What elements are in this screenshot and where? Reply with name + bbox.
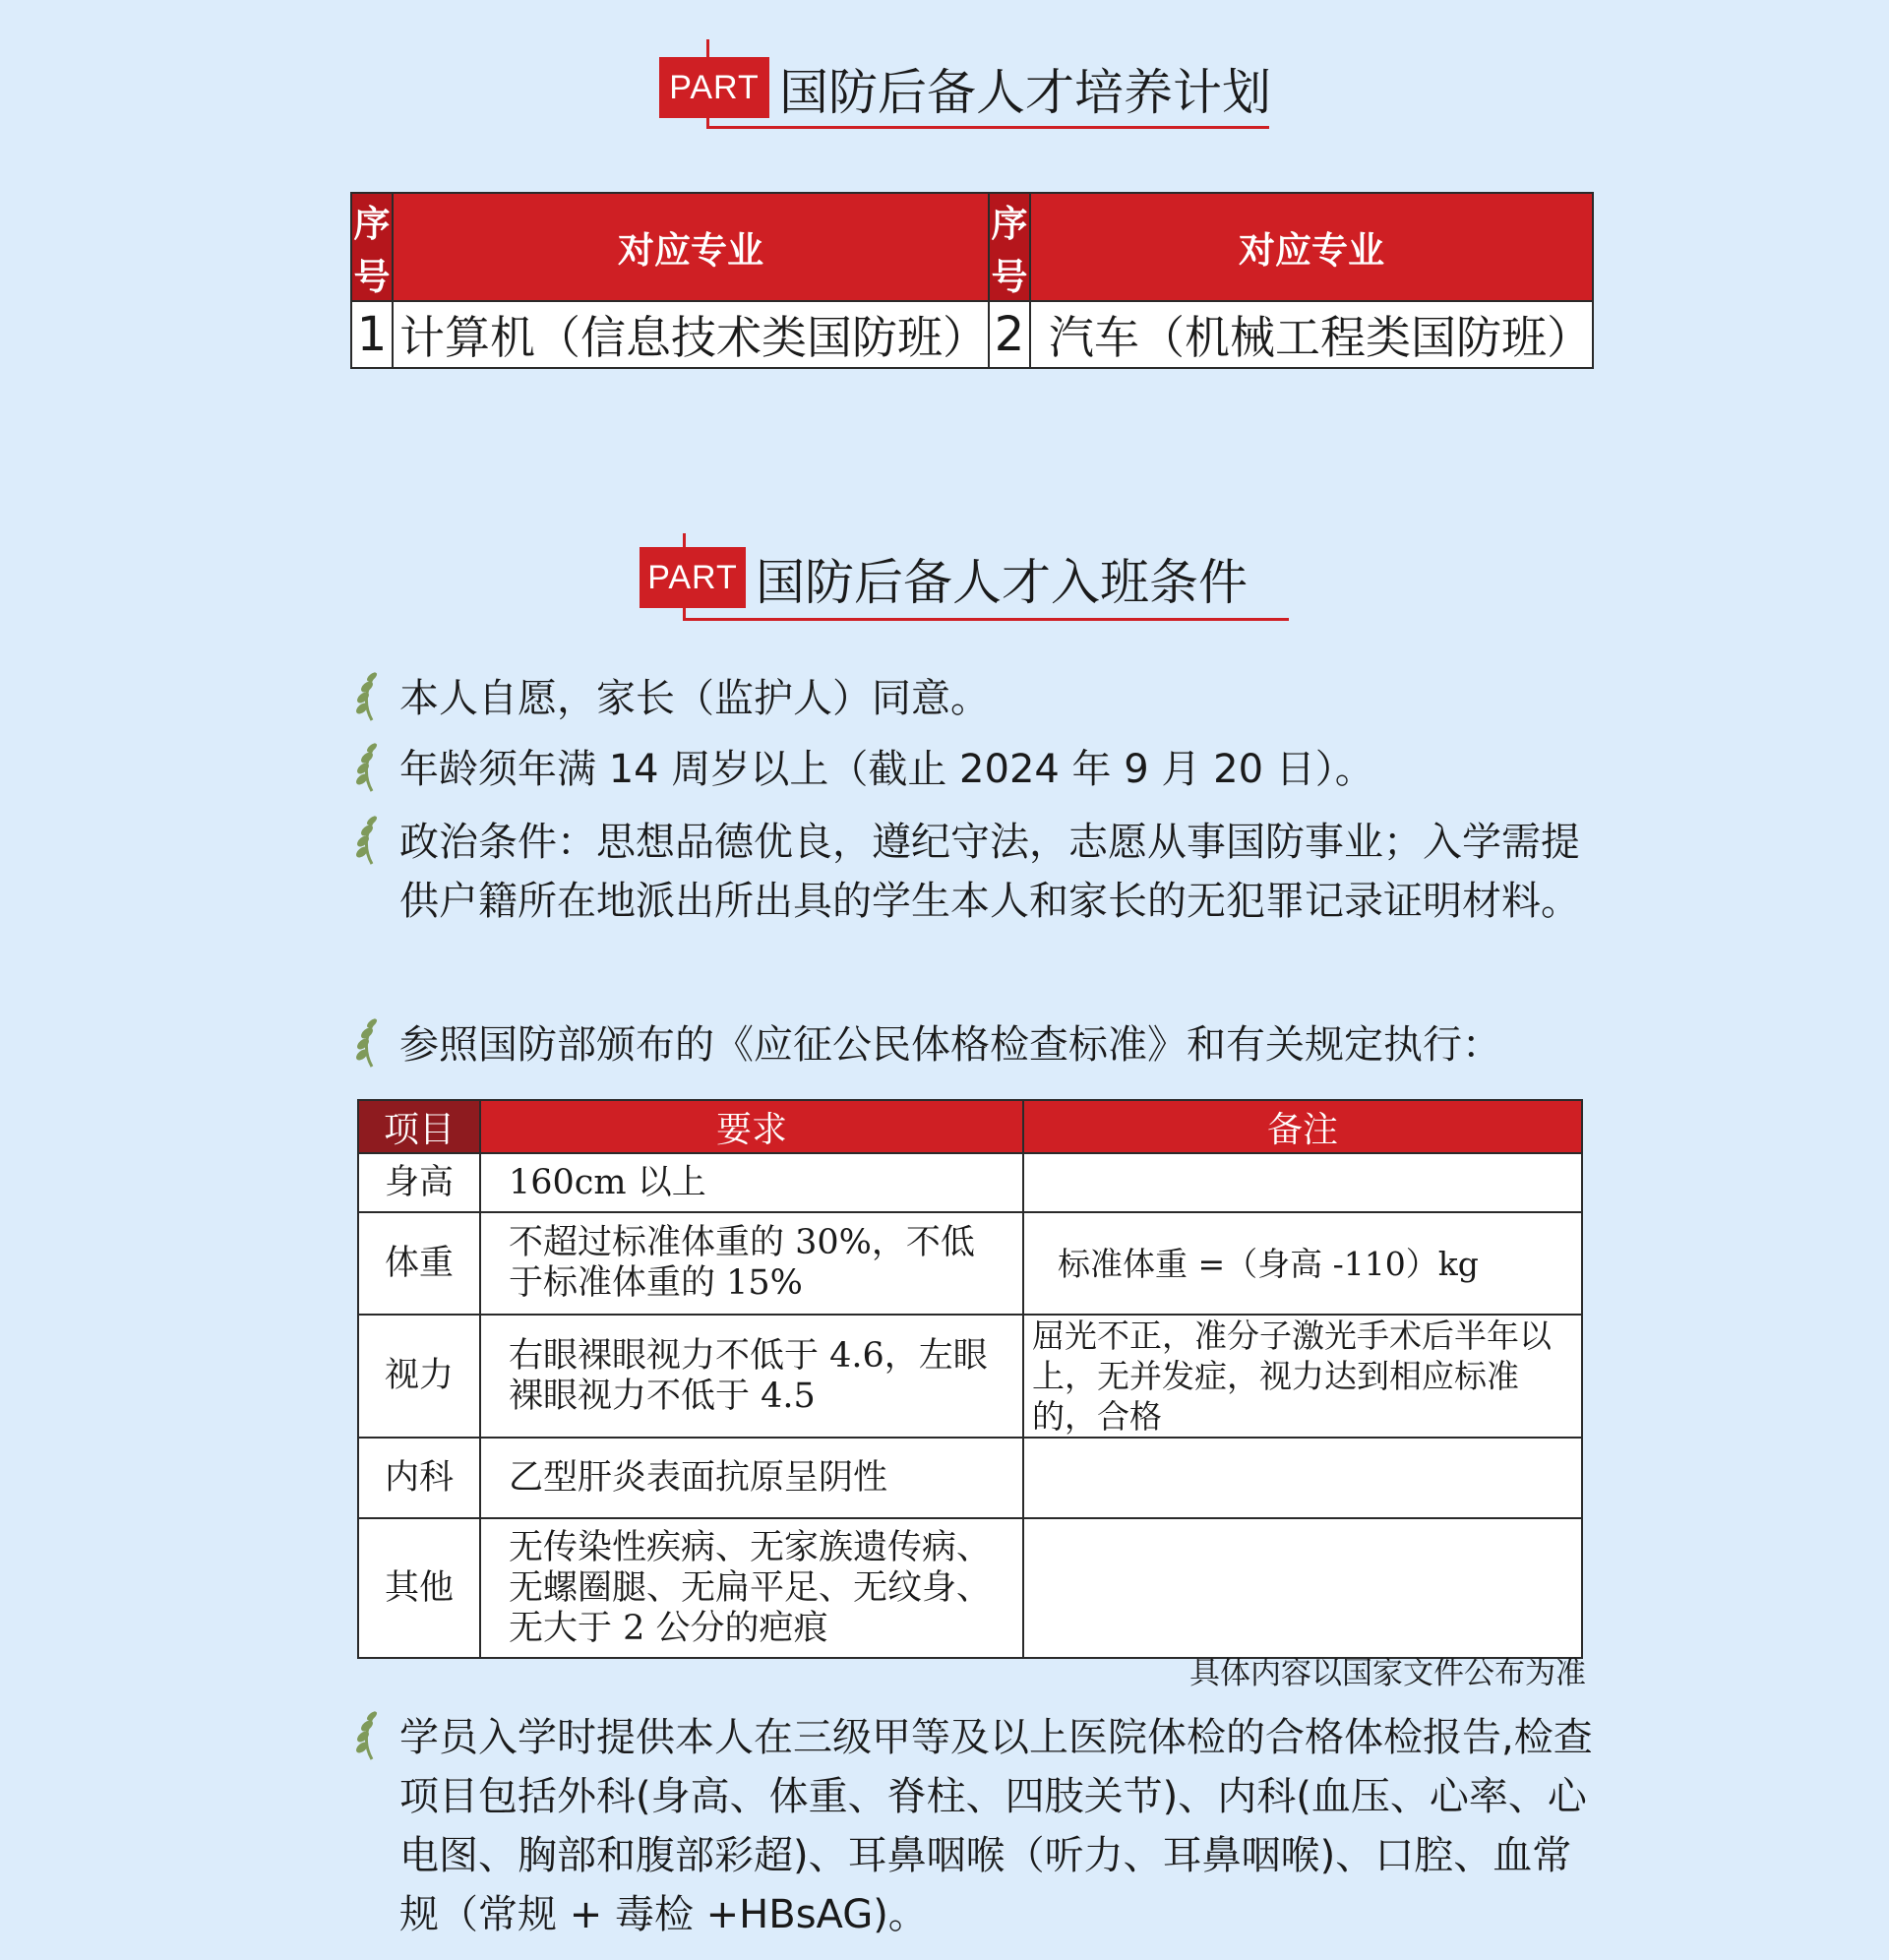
table-row (358, 1153, 1582, 1212)
list-item (350, 813, 1600, 931)
bullet-text: 参照国防部颁布的《应征公民体格检查标准》和有关规定执行： (399, 1022, 1501, 1068)
header-major-1: 对应专业 (393, 193, 989, 301)
row-item: 视力 (358, 1315, 480, 1438)
header-seq-1: 序号 (351, 193, 393, 301)
plan-no-2: 2 (989, 301, 1030, 368)
bullet-text: 学员入学时提供本人在三级甲等及以上医院体检的合格体检报告,检查项目包括外科(身高、体重、脊柱、四肢关节)、内科(血压、心率、心电图、胸部和腹部彩超)、耳鼻咽喉（听力、耳鼻咽喉)、口腔、血常规（常规 + 毒检 +HBsAG)。 (399, 1715, 1593, 1937)
physical-requirements-table (357, 1099, 1583, 1659)
list-item (350, 740, 1600, 799)
row-item: 身高 (358, 1153, 480, 1212)
header-seq-2: 序号 (989, 193, 1030, 301)
header-requirement: 要求 (480, 1100, 1023, 1153)
wheat-icon (350, 815, 386, 866)
row-requirement: 乙型肝炎表面抗原呈阴性 (480, 1438, 1023, 1518)
row-requirement: 无传染性疾病、无家族遗传病、无螺圈腿、无扁平足、无纹身、无大于 2 公分的疤痕 (480, 1518, 1023, 1658)
row-requirement: 160cm 以上 (480, 1153, 1023, 1212)
list-item (350, 1015, 1600, 1074)
table-row (358, 1438, 1582, 1518)
bullet-text: 政治条件：思想品德优良，遵纪守法，志愿从事国防事业；入学需提供户籍所在地派出所出具的学生本人和家长的无犯罪记录证明材料。 (399, 820, 1580, 924)
row-note: 标准体重 =（身高 -110）kg (1023, 1212, 1582, 1315)
part-badge: PART (659, 57, 769, 118)
table-footnote: 具体内容以国家文件公布为准 (1189, 1656, 1586, 1691)
row-note (1023, 1438, 1582, 1518)
list-item (350, 1708, 1600, 1944)
table-header-row (351, 193, 1593, 301)
part-badge: PART (640, 547, 746, 608)
bullet-text: 本人自愿，家长（监护人）同意。 (399, 676, 990, 721)
row-note (1023, 1153, 1582, 1212)
section1-heading (659, 39, 1269, 138)
row-requirement: 不超过标准体重的 30%，不低于标准体重的 15% (480, 1212, 1023, 1315)
bullet-text: 年龄须年满 14 周岁以上（截止 2024 年 9 月 20 日）。 (399, 747, 1374, 792)
row-note (1023, 1518, 1582, 1658)
header-major-2: 对应专业 (1030, 193, 1593, 301)
list-item (350, 669, 1600, 728)
plan-major-2: 汽车（机械工程类国防班） (1030, 301, 1593, 368)
training-plan-table (350, 192, 1594, 369)
row-item: 其他 (358, 1518, 480, 1658)
table-row (358, 1315, 1582, 1438)
wheat-icon (350, 1710, 386, 1761)
row-requirement: 右眼裸眼视力不低于 4.6，左眼裸眼视力不低于 4.5 (480, 1315, 1023, 1438)
wheat-icon (350, 742, 386, 793)
wheat-icon (350, 671, 386, 722)
plan-major-1: 计算机（信息技术类国防班） (393, 301, 989, 368)
heading-underline (706, 126, 1269, 129)
heading-underline (683, 618, 1289, 621)
table-row (351, 301, 1593, 368)
table-row (358, 1212, 1582, 1315)
plan-no-1: 1 (351, 301, 393, 368)
section2-heading (640, 533, 1289, 632)
header-note: 备注 (1023, 1100, 1582, 1153)
row-item: 内科 (358, 1438, 480, 1518)
row-note: 屈光不正，准分子激光手术后半年以上，无并发症，视力达到相应标准的，合格 (1023, 1315, 1582, 1438)
section2-title: 国防后备人才入班条件 (756, 554, 1248, 611)
row-item: 体重 (358, 1212, 480, 1315)
table-header-row (358, 1100, 1582, 1153)
wheat-icon (350, 1017, 386, 1069)
section1-title: 国防后备人才培养计划 (779, 64, 1271, 121)
header-item: 项目 (358, 1100, 480, 1153)
table-row (358, 1518, 1582, 1658)
